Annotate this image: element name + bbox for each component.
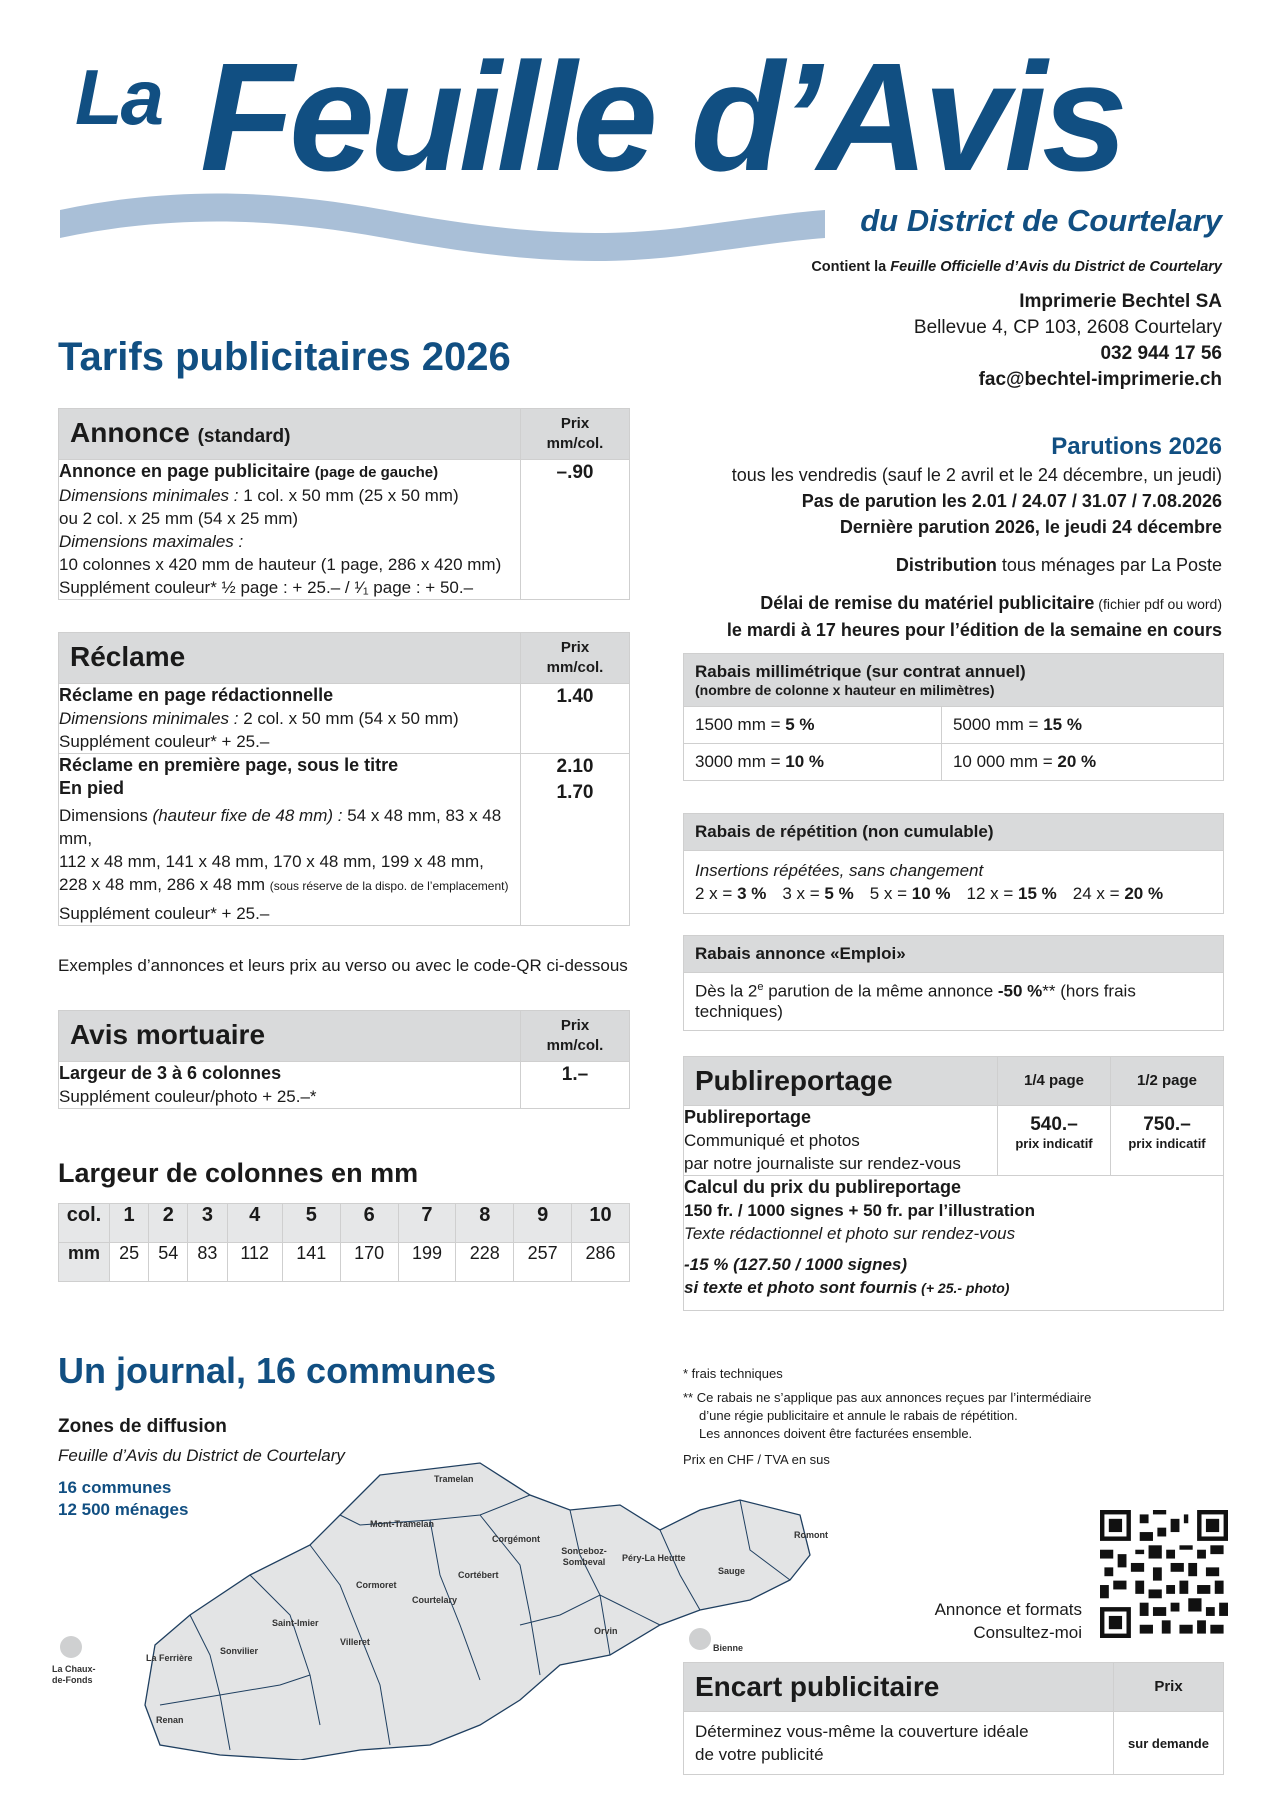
town-cormoret: Cormoret [356, 1580, 397, 1590]
reclame-row2-dim2: 112 x 48 mm, 141 x 48 mm, 170 x 48 mm, 199 x 48 mm, [59, 852, 484, 871]
rabais-milli-table [683, 653, 1224, 781]
c4-label: 10 000 mm = [952, 752, 1058, 771]
journal-title: Un journal, 16 communes [58, 1350, 497, 1391]
rep-item-label: 5 x = [869, 884, 912, 903]
masthead-la: La [75, 53, 163, 141]
reclame-row2-dim3-small: (sous réserve de la dispo. de l’emplacement) [269, 879, 509, 893]
rep-item-label: 12 x = [966, 884, 1019, 903]
encart-table [683, 1662, 1224, 1775]
col-mm: 257 [514, 1243, 572, 1282]
annonce-table [58, 408, 630, 600]
reclame-row1 [59, 684, 521, 754]
largeur-mm-row [59, 1243, 630, 1282]
annonce-dim-max-label: Dimensions maximales : [59, 532, 244, 551]
town-sauge: Sauge [718, 1566, 746, 1576]
town-sonvilier: Sonvilier [220, 1646, 259, 1656]
largeur-table [58, 1203, 630, 1282]
avis-row-title: Largeur de 3 à 6 colonnes [59, 1063, 282, 1083]
reclame-row2-price [521, 754, 630, 926]
town-courtelary: Courtelary [412, 1595, 458, 1605]
publi-row-l1: Communiqué et photos [684, 1131, 860, 1150]
reclame-price-header [521, 633, 630, 684]
exemples-note: Exemples d’annonces et leurs prix au verso ou avec le code-QR ci-dessous [58, 956, 628, 975]
annonce-dim-min: 1 col. x 50 mm (25 x 50 mm) [238, 486, 459, 505]
rep-item [870, 884, 951, 903]
encart-l2: de votre publicité [695, 1745, 824, 1764]
bienne-marker [689, 1628, 711, 1650]
publi-table [683, 1056, 1224, 1311]
rabais-rep-items [695, 882, 1212, 905]
parutions-line1: tous les vendredis (sauf le 2 avril et le 24 décembre, un jeudi) [731, 465, 1222, 485]
rep-item [782, 884, 853, 903]
col-mm: 199 [398, 1243, 456, 1282]
emploi-text2: parution de la même annonce [763, 981, 998, 1001]
col-mm: 141 [282, 1243, 340, 1282]
town-chaux-de-fonds: La Chaux-de-Fonds [52, 1664, 96, 1685]
rabais-emploi-title: Rabais annonce «Emploi» [684, 936, 1224, 973]
rabais-rep-body [684, 851, 1224, 914]
rep-item-label: 24 x = [1072, 884, 1125, 903]
town-mont-tramelan: Mont-Tramelan [370, 1519, 435, 1529]
rep-item [695, 884, 766, 903]
rabais-rep-title: Rabais de répétition (non cumulable) [684, 814, 1224, 851]
company-email[interactable]: fac@bechtel-imprimerie.ch [978, 369, 1222, 390]
town-tramelan: Tramelan [434, 1474, 474, 1484]
col-number: 3 [188, 1204, 227, 1243]
encart-price: sur demande [1114, 1712, 1224, 1775]
publi-row-l2: par notre journaliste sur rendez-vous [684, 1154, 961, 1173]
rep-item-label: 3 x = [782, 884, 825, 903]
town-pery: Péry-La Heutte [622, 1553, 686, 1563]
c2-value: 15 % [1043, 715, 1082, 734]
contact-block [914, 289, 1222, 393]
annonce-row [59, 460, 521, 600]
rep-item-label: 2 x = [695, 884, 738, 903]
c1-value: 5 % [785, 715, 815, 734]
town-cortebert: Cortébert [458, 1570, 499, 1580]
price-header: Prix [560, 639, 590, 656]
contient-prefix: Contient la [811, 259, 891, 275]
annonce-dim-min2: ou 2 col. x 25 mm (54 x 25 mm) [59, 509, 299, 528]
c2-label: 5000 mm = [952, 715, 1044, 734]
col-mm: 54 [149, 1243, 188, 1282]
note-5: Prix en CHF / TVA en sus [683, 1452, 830, 1467]
publi-p2-cell [1111, 1106, 1224, 1176]
reclame-row2-dim-italic: (hauteur fixe de 48 mm) : [152, 806, 343, 825]
town-sonceboz: Sonceboz-Sombeval [561, 1546, 607, 1567]
col-number: 10 [572, 1204, 630, 1243]
encart-price-header: Prix [1114, 1663, 1224, 1712]
publi-row-title: Publireportage [684, 1107, 812, 1127]
rabais-milli-c3 [684, 744, 942, 781]
price-unit: mm/col. [546, 435, 604, 452]
rep-item-value: 15 % [1018, 884, 1057, 903]
publi-calc-title: Calcul du prix du publireportage [684, 1177, 962, 1197]
town-renan: Renan [156, 1715, 184, 1725]
c1-label: 1500 mm = [695, 715, 786, 734]
parutions-title: Parutions 2026 [1051, 433, 1222, 460]
c3-label: 3000 mm = [695, 752, 786, 771]
town-villeret: Villeret [340, 1637, 370, 1647]
communes-count: 16 communes [58, 1478, 172, 1497]
reclame-row2-dim: 54 x 48 mm, 83 x 48 mm, [59, 806, 502, 848]
col-number: 5 [282, 1204, 340, 1243]
reclame-row2-price2: 1.70 [556, 782, 594, 803]
town-romont: Romont [794, 1530, 828, 1540]
publi-p1-cell [998, 1106, 1111, 1176]
reclame-row2-title2: En pied [59, 778, 125, 798]
note-3: d’une régie publicitaire et annule le rabais de répétition. [699, 1408, 1018, 1423]
reclame-row1-price: 1.40 [521, 684, 630, 754]
col-number: 4 [227, 1204, 282, 1243]
col-number: 9 [514, 1204, 572, 1243]
annonce-dim-max: 10 colonnes x 420 mm de hauteur (1 page, 286 x 420 mm) [59, 555, 502, 574]
avis-table [58, 1010, 630, 1109]
rep-item [967, 884, 1057, 903]
zones-title: Zones de diffusion [58, 1416, 227, 1437]
reclame-row2-supp: Supplément couleur* + 25.– [59, 904, 270, 923]
publi-p1: 540.– [1030, 1114, 1078, 1135]
annonce-row-title: Annonce en page publicitaire [59, 461, 311, 481]
qr-code-icon[interactable] [1100, 1510, 1228, 1638]
chaux-marker [60, 1636, 82, 1658]
price-header: Prix [560, 1017, 590, 1034]
publi-p1-indic: prix indicatif [1015, 1136, 1093, 1151]
col-number: 6 [340, 1204, 398, 1243]
reclame-row2-title: Réclame en première page, sous le titre [59, 755, 399, 775]
reclame-row2 [59, 754, 521, 926]
rabais-milli-sub: (nombre de colonne x hauteur en milimètres) [695, 682, 995, 698]
rabais-milli-c1 [684, 707, 942, 744]
reclame-row1-dim: 2 col. x 50 mm (54 x 50 mm) [238, 709, 459, 728]
annonce-row-title-small: (page de gauche) [314, 464, 439, 481]
emploi-sup: e [757, 981, 764, 993]
publi-p2-indic: prix indicatif [1128, 1136, 1206, 1151]
delai-line2: le mardi à 17 heures pour l’édition de la semaine en cours [726, 620, 1222, 640]
avis-row-supp: Supplément couleur/photo + 25.–* [59, 1087, 317, 1106]
rep-item [1073, 884, 1163, 903]
publi-title: Publireportage [684, 1057, 998, 1106]
contient-italic: Feuille Officielle d’Avis du District de Courtelary [890, 259, 1222, 275]
annonce-title-text: Annonce [70, 417, 190, 448]
qr-caption [935, 1598, 1082, 1644]
col-mm: 228 [456, 1243, 514, 1282]
col-number: 2 [149, 1204, 188, 1243]
c3-value: 10 % [785, 752, 824, 771]
annonce-supplement: Supplément couleur* ½ page : + 25.– / ¹⁄₁ page : + 50.– [59, 578, 474, 597]
town-orvin: Orvin [594, 1626, 618, 1636]
c4-value: 20 % [1057, 752, 1097, 771]
rep-item-value: 10 % [911, 884, 951, 903]
parutions-line3: Dernière parution 2026, le jeudi 24 décembre [839, 517, 1222, 537]
town-corgemont: Corgémont [492, 1534, 540, 1544]
distribution-text: tous ménages par La Poste [996, 555, 1222, 575]
rep-item-value: 5 % [824, 884, 854, 903]
rabais-rep-sub: Insertions répétées, sans changement [695, 861, 984, 880]
emploi-bold: -50 % [997, 981, 1043, 1001]
emploi-text3: ** (hors frais techniques) [695, 981, 1136, 1021]
avis-price-header [521, 1011, 630, 1062]
rabais-emploi-body [684, 973, 1224, 1031]
col-number: 1 [110, 1204, 149, 1243]
annonce-price-header [521, 409, 630, 460]
distribution-bold: Distribution [895, 555, 997, 575]
masthead-title: Feuille d’Avis [200, 31, 1123, 203]
encart-l1: Déterminez vous-même la couverture idéale [695, 1722, 1029, 1741]
delai-bold: Délai de remise du matériel publicitaire [760, 593, 1095, 613]
parutions-line2: Pas de parution les 2.01 / 24.07 / 31.07 / 7.08.2026 [801, 491, 1222, 511]
reclame-table [58, 632, 630, 926]
emploi-text1: Dès la 2 [695, 981, 758, 1001]
masthead-subtitle: du District de Courtelary [860, 203, 1222, 238]
largeur-title: Largeur de colonnes en mm [58, 1158, 419, 1188]
note-4: Les annonces doivent être facturées ensemble. [699, 1426, 973, 1441]
note-2: ** Ce rabais ne s’applique pas aux annonces reçues par l’intermédiaire [683, 1390, 1092, 1405]
company-name: Imprimerie Bechtel SA [1019, 291, 1222, 312]
qr-caption-l1: Annonce et formats [934, 1600, 1082, 1619]
reclame-row2-dim-prefix: Dimensions [59, 806, 153, 825]
largeur-col-label: col. [59, 1204, 110, 1243]
reclame-row1-supp: Supplément couleur* + 25.– [59, 732, 270, 751]
reclame-row1-dim-label: Dimensions minimales : [59, 709, 239, 728]
reclame-title: Réclame [59, 633, 521, 684]
town-bienne: Bienne [713, 1643, 744, 1653]
rabais-milli-title [684, 654, 1224, 707]
price-unit: mm/col. [546, 659, 604, 676]
col-mm: 83 [188, 1243, 227, 1282]
company-phone: 032 944 17 56 [1100, 343, 1222, 364]
price-unit: mm/col. [546, 1037, 604, 1054]
rabais-milli-title-text: Rabais millimétrique (sur contrat annuel) [695, 662, 1026, 681]
notes [683, 1365, 1091, 1469]
publi-h2: 1/2 page [1111, 1057, 1224, 1106]
publi-h1: 1/4 page [998, 1057, 1111, 1106]
parutions-block [727, 432, 1222, 643]
rabais-emploi-table [683, 935, 1224, 1031]
town-saint-imier: Saint-Imier [272, 1618, 319, 1628]
rabais-rep-table [683, 813, 1224, 914]
col-number: 7 [398, 1204, 456, 1243]
avis-row [59, 1062, 521, 1109]
largeur-col-row [59, 1204, 630, 1243]
publi-row [684, 1106, 998, 1176]
company-address: Bellevue 4, CP 103, 2608 Courtelary [913, 317, 1222, 338]
publi-calc-l2: Texte rédactionnel et photo sur rendez-vous [684, 1224, 1016, 1243]
publi-p2: 750.– [1143, 1114, 1191, 1135]
col-mm: 286 [572, 1243, 630, 1282]
col-mm: 170 [340, 1243, 398, 1282]
menages-count: 12 500 ménages [58, 1500, 189, 1519]
annonce-title-small: (standard) [197, 426, 291, 447]
publi-calc [684, 1176, 1224, 1311]
rep-item-value: 20 % [1124, 884, 1164, 903]
avis-price: 1.– [521, 1062, 630, 1109]
reclame-row2-price1: 2.10 [556, 756, 594, 777]
annonce-dim-min-label: Dimensions minimales : [59, 486, 239, 505]
rep-item-value: 3 % [737, 884, 767, 903]
col-mm: 25 [110, 1243, 149, 1282]
qr-caption-l2: Consultez-moi [973, 1623, 1082, 1642]
note-1: * frais techniques [683, 1366, 783, 1381]
avis-title: Avis mortuaire [59, 1011, 521, 1062]
zones-sub: Feuille d’Avis du District de Courtelary [58, 1446, 345, 1465]
largeur-mm-label: mm [59, 1243, 110, 1282]
rabais-milli-c4 [941, 744, 1223, 781]
annonce-price: –.90 [521, 460, 630, 600]
delai-small: (fichier pdf ou word) [1094, 596, 1222, 612]
annonce-title [59, 409, 521, 460]
masthead-contient [811, 259, 1222, 275]
page-title: Tarifs publicitaires 2026 [58, 335, 511, 379]
publi-calc-l4: si texte et photo sont fournis [684, 1278, 918, 1297]
encart-title: Encart publicitaire [684, 1663, 1114, 1712]
price-header: Prix [560, 415, 590, 432]
encart-body [684, 1712, 1114, 1775]
publi-calc-l1: 150 fr. / 1000 signes + 50 fr. par l’illustration [684, 1201, 1036, 1220]
col-mm: 112 [227, 1243, 282, 1282]
publi-calc-l3: -15 % (127.50 / 1000 signes) [684, 1255, 908, 1274]
publi-calc-l4-small: (+ 25.- photo) [917, 1280, 1010, 1296]
reclame-row2-dim3: 228 x 48 mm, 286 x 48 mm [59, 875, 270, 894]
town-la-ferriere: La Ferrière [146, 1653, 193, 1663]
rabais-milli-c2 [941, 707, 1223, 744]
col-number: 8 [456, 1204, 514, 1243]
reclame-row1-title: Réclame en page rédactionnelle [59, 685, 334, 705]
